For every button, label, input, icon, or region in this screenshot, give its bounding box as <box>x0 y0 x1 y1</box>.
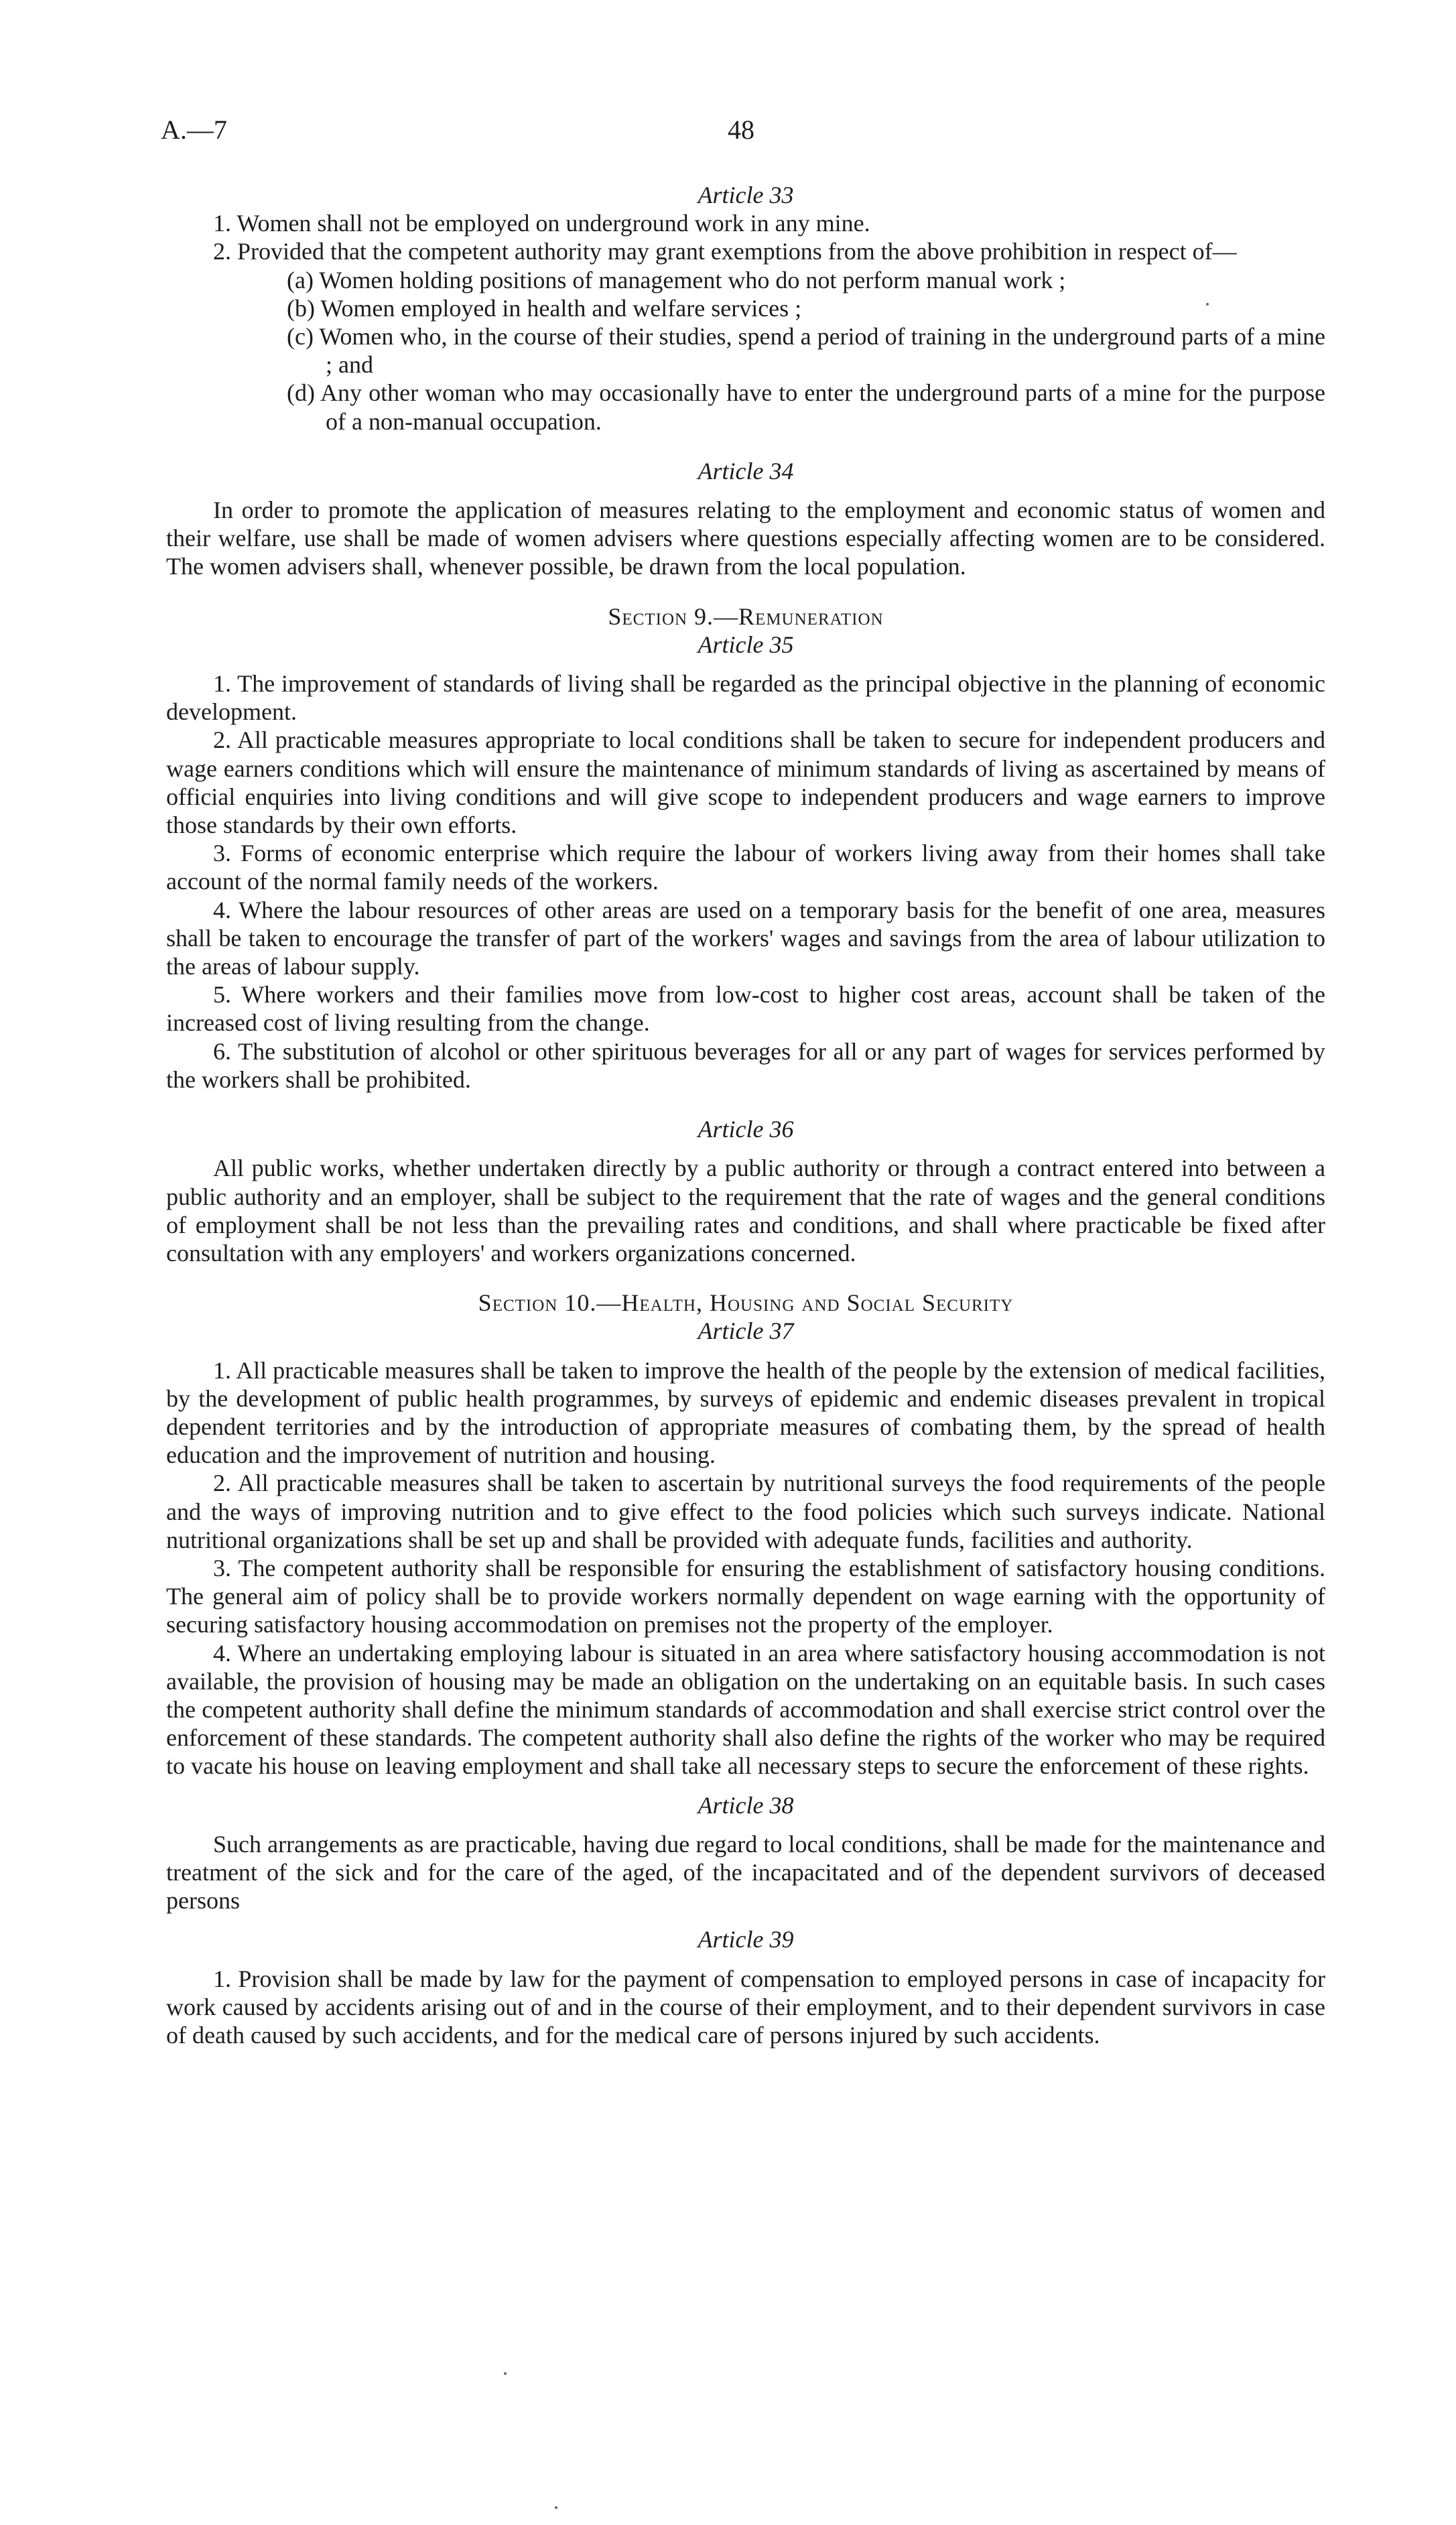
article-33-para-2: 2. Provided that the competent authority may grant exemptions from the above prohibition in respect of— <box>213 238 1237 265</box>
article-35-para-4: 4. Where the labour resources of other areas are used on a temporary basis for the benefit of one area, measures shall be taken to encourage the transfer of part of the workers' wages and savings from the area of labour utilization to the areas of labour supply. <box>166 896 1325 980</box>
article-33-item-d: (d) Any other woman who may occasionally have to enter the underground parts of a mine for the purpose of a non-manual occupation. <box>287 379 1325 435</box>
article-35-para-2: 2. All practicable measures appropriate to local conditions shall be taken to secure for independent producers and wage earners conditions which will ensure the maintenance of minimum standards of living as ascertained by means of official enquiries into living conditions and will give scope to independent producers and wage earners to improve those standards by their own efforts. <box>166 726 1325 839</box>
article-34-title: Article 34 <box>698 457 794 484</box>
article-38-para-1: Such arrangements as are practicable, having due regard to local conditions, shall be made for the maintenance and treatment of the sick and for the care of the aged, of the incapacitated and of the dependent survivors of deceased persons <box>166 1830 1325 1915</box>
article-37-para-2: 2. All practicable measures shall be taken to ascertain by nutritional surveys the food requirements of the people and the ways of improving nutrition and to give effect to the food policies which such surveys indicate. National nutritional organizations shall be set up and shall be provided with adequate funds, facilities and authority. <box>166 1470 1325 1553</box>
page-reference: A.—7 <box>161 115 227 145</box>
article-35-title: Article 35 <box>698 631 794 658</box>
article-35-para-5: 5. Where workers and their families move from low-cost to higher cost areas, account shall be taken of the increased cost of living resulting from the change. <box>166 981 1325 1037</box>
article-39-para-1: 1. Provision shall be made by law for the payment of compensation to employed persons in case of incapacity for work caused by accidents arising out of and in the course of their employment, and to their dependent survivors in case of death caused by such accidents, and for the medical care of persons injured by such accidents. <box>166 1965 1325 2049</box>
article-35-para-3: 3. Forms of economic enterprise which require the labour of workers living away from their homes shall take account of the normal family needs of the workers. <box>166 840 1325 895</box>
page-number: 48 <box>728 115 754 145</box>
article-36-para-1: All public works, whether undertaken directly by a public authority or through a contract entered into between a public authority and an employer, shall be subject to the requirement that the rate of wages and the general conditions of employment shall be not less than the prevailing rates and conditions, and shall where practicable be fixed after consultation with any employers' and workers organizations concerned. <box>166 1155 1325 1267</box>
article-39-title: Article 39 <box>698 1926 794 1953</box>
article-33-item-a: (a) Women holding positions of management who do not perform manual work ; <box>287 266 1066 294</box>
article-37-para-1: 1. All practicable measures shall be taken to improve the health of the people by the extension of medical facilities, by the development of public health programmes, by surveys of epidemic and endemic diseases prevalent in tropical dependent territories and by the introduction of appropriate measures of combating them, by the spread of health education and the improvement of nutrition and housing. <box>166 1356 1325 1469</box>
article-37-para-4: 4. Where an undertaking employing labour is situated in an area where satisfactory housing accommodation is not available, the provision of housing may be made an obligation on the undertaking on an equitable basis. In such cases the competent authority shall define the minimum standards of accommodation and shall exercise strict control over the enforcement of these standards. The competent authority shall also define the rights of the worker who may be required to vacate his house on leaving employment and shall take all necessary steps to secure the enforcement of these rights. <box>166 1639 1325 1780</box>
section-10-heading: Section 10.—Health, Housing and Social Security <box>478 1289 1014 1317</box>
article-35-para-1: 1. The improvement of standards of living shall be regarded as the principal objective in the planning of economic development. <box>166 670 1325 726</box>
article-35-para-6: 6. The substitution of alcohol or other spirituous beverages for all or any part of wages for services performed by the workers shall be prohibited. <box>166 1037 1325 1093</box>
section-9-heading: Section 9.—Remuneration <box>608 602 884 630</box>
article-33-para-1: 1. Women shall not be employed on underground work in any mine. <box>213 210 870 237</box>
article-33-title: Article 33 <box>698 182 794 208</box>
article-36-title: Article 36 <box>698 1116 794 1143</box>
document-body <box>166 181 1325 2049</box>
scan-speck <box>504 2372 507 2375</box>
article-38-title: Article 38 <box>698 1791 794 1819</box>
scan-speck <box>555 2506 557 2509</box>
article-37-title: Article 37 <box>698 1317 794 1345</box>
article-33-item-b: (b) Women employed in health and welfare services ; <box>287 294 802 322</box>
article-34-para-1: In order to promote the application of measures relating to the employment and economic status of women and their welfare, use shall be made of women advisers where questions especially affecting women are to be considered. The women advisers shall, whenever possible, be drawn from the local population. <box>166 497 1325 580</box>
article-37-para-3: 3. The competent authority shall be responsible for ensuring the establishment of satisfactory housing conditions. The general aim of policy shall be to provide workers normally dependent on wage earning with the opportunity of securing satisfactory housing accommodation on premises not the property of the employer. <box>166 1554 1325 1638</box>
article-33-item-c: (c) Women who, in the course of their studies, spend a period of training in the underground parts of a mine ; and <box>287 323 1325 379</box>
scan-speck <box>1206 303 1209 306</box>
